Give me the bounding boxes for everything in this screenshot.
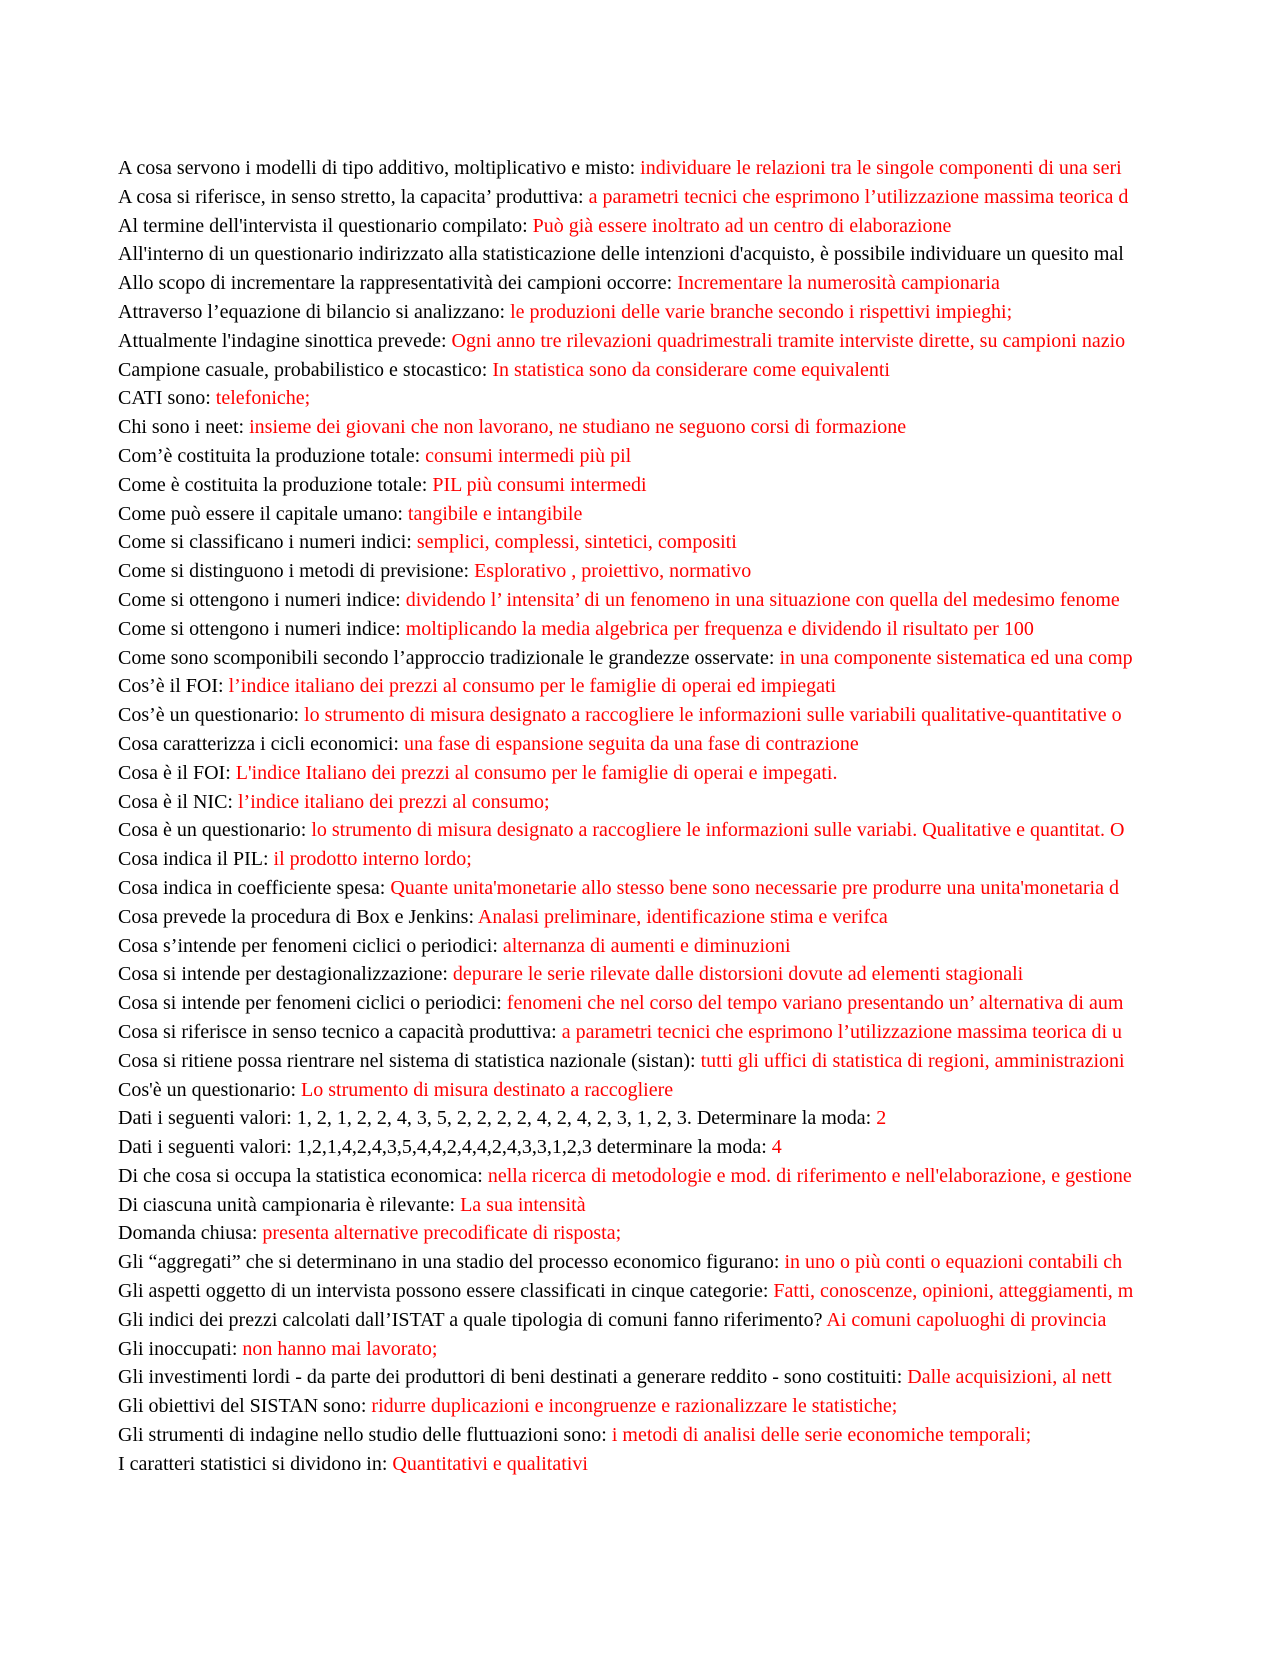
qa-line	[118, 1392, 1280, 1421]
qa-line	[118, 845, 1280, 874]
question-text: Come è costituita la produzione totale:	[118, 473, 428, 496]
answer-text: La sua intensità	[460, 1193, 586, 1216]
question-text: Cosa è un questionario:	[118, 819, 307, 842]
answer-text: telefoniche;	[215, 387, 311, 410]
question-text: Gli strumenti di indagine nello studio delle fluttuazioni sono:	[118, 1424, 607, 1447]
answer-text: non hanno mai lavorato;	[242, 1337, 438, 1360]
question-text: Cos'è un questionario:	[118, 1078, 297, 1101]
answer-text: Analasi preliminare, identificazione stima e verifca	[477, 905, 888, 928]
qa-line	[118, 557, 1280, 586]
qa-line	[118, 788, 1280, 817]
answer-text: depurare le serie rilevate dalle distorsioni dovute ad elementi stagionali	[452, 963, 1024, 986]
question-text: Cos’è il FOI:	[118, 675, 229, 698]
question-text: Gli inoccupati:	[118, 1337, 238, 1360]
answer-text: semplici, complessi, sintetici, compositi	[416, 531, 737, 554]
answer-text: Quante unita'monetarie allo stesso bene sono necessarie pre produrre una unita'monetaria d	[390, 876, 1119, 899]
answer-text: il prodotto interno lordo;	[273, 848, 472, 871]
qa-line	[118, 1018, 1280, 1047]
qa-line	[118, 298, 1280, 327]
answer-text: i metodi di analisi delle serie economiche temporali;	[611, 1424, 1032, 1447]
answer-text: a parametri tecnici che esprimono l’utilizzazione massima teorica di u	[561, 1020, 1123, 1043]
answer-text: Fatti, conoscenze, opinioni, atteggiamenti, m	[773, 1280, 1134, 1303]
question-text: All'interno di un questionario indirizzato alla statisticazione delle intenzioni d'acquisto, è possibile individuare un quesito mal	[118, 243, 1124, 266]
answer-text: lo strumento di misura designato a raccogliere le informazioni sulle variabili qualitative-quantitative o	[304, 704, 1122, 727]
qa-line	[118, 327, 1280, 356]
answer-text: moltiplicando la media algebrica per frequenza e dividendo il risultato per 100	[405, 617, 1034, 640]
qa-line	[118, 1076, 1280, 1105]
answer-text: presenta alternative precodificate di risposta;	[262, 1222, 622, 1245]
question-text: Cosa si intende per fenomeni ciclici o periodici:	[118, 992, 502, 1015]
answer-text: in una componente sistematica ed una comp	[779, 646, 1133, 669]
qa-line	[118, 1133, 1280, 1162]
qa-line	[118, 989, 1280, 1018]
qa-line	[118, 903, 1280, 932]
question-text: Cosa è il FOI:	[118, 761, 231, 784]
qa-line	[118, 960, 1280, 989]
question-text: Come si ottengono i numeri indice:	[118, 617, 401, 640]
answer-text: in uno o più conti o equazioni contabili ch	[784, 1251, 1123, 1274]
question-text: A cosa servono i modelli di tipo additivo, moltiplicativo e misto:	[118, 157, 636, 179]
question-text: Dati i seguenti valori: 1,2,1,4,2,4,3,5,4,4,2,4,4,2,4,3,3,1,2,3 determinare la moda:	[118, 1136, 767, 1159]
question-text: Allo scopo di incrementare la rappresentatività dei campioni occorre:	[118, 272, 673, 295]
answer-text: tangibile e intangibile	[407, 502, 583, 525]
qa-line	[118, 384, 1280, 413]
answer-text: PIL più consumi intermedi	[432, 473, 647, 496]
qa-line	[118, 1104, 1280, 1133]
question-text: Cosa prevede la procedura di Box e Jenkins:	[118, 905, 475, 928]
answer-text: nella ricerca di metodologie e mod. di riferimento e nell'elaborazione, e gestione	[487, 1164, 1132, 1187]
qa-line	[118, 1450, 1280, 1479]
qa-line	[118, 1248, 1280, 1277]
answer-text: Ai comuni capoluoghi di provincia	[826, 1308, 1107, 1331]
question-text: Di ciascuna unità campionaria è rilevante:	[118, 1193, 456, 1216]
answer-text: individuare le relazioni tra le singole componenti di una seri	[640, 157, 1122, 179]
answer-text: L'indice Italiano dei prezzi al consumo per le famiglie di operai e impegati.	[235, 761, 838, 784]
question-text: I caratteri statistici si dividono in:	[118, 1452, 388, 1475]
question-text: A cosa si riferisce, in senso stretto, la capacita’ produttiva:	[118, 185, 584, 208]
qa-line	[118, 1335, 1280, 1364]
question-text: Come sono scomponibili secondo l’approccio tradizionale le grandezze osservate:	[118, 646, 775, 669]
answer-text: Ogni anno tre rilevazioni quadrimestrali tramite interviste dirette, su campioni nazio	[451, 329, 1126, 352]
qa-line	[118, 528, 1280, 557]
answer-text: Lo strumento di misura destinato a raccogliere	[301, 1078, 674, 1101]
qa-line	[118, 1219, 1280, 1248]
answer-text: Dalle acquisizioni, al nett	[907, 1366, 1112, 1389]
qa-line	[118, 269, 1280, 298]
qa-line	[118, 932, 1280, 961]
answer-text: lo strumento di misura designato a raccogliere le informazioni sulle variabi. Qualitative e quantitat. O	[311, 819, 1125, 842]
qa-line	[118, 356, 1280, 385]
qa-line	[118, 730, 1280, 759]
answer-text: l’indice italiano dei prezzi al consumo per le famiglie di operai ed impiegati	[228, 675, 837, 698]
qa-line	[118, 701, 1280, 730]
answer-text: l’indice italiano dei prezzi al consumo;	[238, 790, 550, 813]
qa-line	[118, 759, 1280, 788]
qa-line	[118, 644, 1280, 673]
qa-line	[118, 615, 1280, 644]
answer-text: Può già essere inoltrato ad un centro di elaborazione	[532, 214, 952, 237]
qa-line	[118, 1047, 1280, 1076]
question-text: Chi sono i neet:	[118, 416, 245, 439]
qa-line	[118, 1306, 1280, 1335]
answer-text: una fase di espansione seguita da una fase di contrazione	[403, 732, 859, 755]
answer-text: tutti gli uffici di statistica di regioni, amministrazioni	[700, 1049, 1125, 1072]
qa-line	[118, 500, 1280, 529]
question-text: Campione casuale, probabilistico e stocastico:	[118, 358, 488, 381]
answer-text: 4	[771, 1136, 782, 1159]
question-text: Cosa caratterizza i cicli economici:	[118, 732, 399, 755]
answer-text: In statistica sono da considerare come equivalenti	[492, 358, 890, 381]
question-text: Cosa indica in coefficiente spesa:	[118, 876, 391, 899]
question-text: Gli obiettivi del SISTAN sono:	[118, 1395, 367, 1418]
qa-line	[118, 1162, 1280, 1191]
answer-text: a parametri tecnici che esprimono l’utilizzazione massima teorica d	[588, 185, 1129, 208]
qa-line	[118, 1277, 1280, 1306]
question-text: Come si classificano i numeri indici:	[118, 531, 412, 554]
question-text: Come può essere il capitale umano:	[118, 502, 403, 525]
qa-line	[118, 672, 1280, 701]
question-text: Dati i seguenti valori: 1, 2, 1, 2, 2, 4, 3, 5, 2, 2, 2, 2, 4, 2, 4, 2, 3, 1, 2, 3. Determinare la moda:	[118, 1107, 872, 1130]
question-text: Come si ottengono i numeri indice:	[118, 588, 401, 611]
question-text: Attualmente l'indagine sinottica prevede:	[118, 329, 447, 352]
answer-text: fenomeni che nel corso del tempo variano presentando un’ alternativa di aum	[506, 992, 1124, 1015]
answer-text: ridurre duplicazioni e incongruenze e razionalizzare le statistiche;	[371, 1395, 898, 1418]
question-text: Domanda chiusa:	[118, 1222, 258, 1245]
answer-text: le produzioni delle varie branche secondo i rispettivi impieghi;	[510, 300, 1013, 323]
question-text: CATI sono:	[118, 387, 211, 410]
qa-line	[118, 240, 1280, 269]
answer-text: consumi intermedi più pil	[425, 444, 632, 467]
qa-line	[118, 874, 1280, 903]
answer-text: Esplorativo , proiettivo, normativo	[474, 560, 752, 583]
qa-line	[118, 1363, 1280, 1392]
question-text: Com’è costituita la produzione totale:	[118, 444, 421, 467]
question-text: Gli “aggregati” che si determinano in una stadio del processo economico figurano:	[118, 1251, 780, 1274]
question-text: Gli indici dei prezzi calcolati dall’ISTAT a quale tipologia di comuni fanno riferimento?	[118, 1308, 823, 1331]
question-text: Al termine dell'intervista il questionario compilato:	[118, 214, 528, 237]
question-text: Cosa si intende per destagionalizzazione:	[118, 963, 448, 986]
answer-text: alternanza di aumenti e diminuzioni	[502, 934, 791, 957]
answer-text: 2	[876, 1107, 887, 1130]
answer-text: Incrementare la numerosità campionaria	[677, 272, 1000, 295]
answer-text: insieme dei giovani che non lavorano, ne studiano ne seguono corsi di formazione	[249, 416, 907, 439]
question-text: Cos’è un questionario:	[118, 704, 300, 727]
question-text: Gli aspetti oggetto di un intervista possono essere classificati in cinque categorie:	[118, 1280, 769, 1303]
answer-text: dividendo l’ intensita’ di un fenomeno in una situazione con quella del medesimo fenome	[405, 588, 1120, 611]
question-text: Cosa si ritiene possa rientrare nel sistema di statistica nazionale (sistan):	[118, 1049, 696, 1072]
qa-line	[118, 212, 1280, 241]
qa-list	[118, 154, 1280, 1479]
qa-line	[118, 413, 1280, 442]
qa-line	[118, 1191, 1280, 1220]
qa-line	[118, 816, 1280, 845]
qa-line	[118, 154, 1280, 183]
question-text: Cosa indica il PIL:	[118, 848, 269, 871]
qa-line	[118, 586, 1280, 615]
question-text: Cosa s’intende per fenomeni ciclici o periodici:	[118, 934, 498, 957]
question-text: Attraverso l’equazione di bilancio si analizzano:	[118, 300, 506, 323]
qa-line	[118, 1421, 1280, 1450]
question-text: Cosa si riferisce in senso tecnico a capacità produttiva:	[118, 1020, 557, 1043]
qa-line	[118, 442, 1280, 471]
qa-line	[118, 471, 1280, 500]
question-text: Gli investimenti lordi - da parte dei produttori di beni destinati a generare reddito - sono costituiti:	[118, 1366, 903, 1389]
question-text: Come si distinguono i metodi di previsione:	[118, 560, 470, 583]
qa-line	[118, 183, 1280, 212]
answer-text: Quantitativi e qualitativi	[392, 1452, 588, 1475]
question-text: Cosa è il NIC:	[118, 790, 233, 813]
question-text: Di che cosa si occupa la statistica economica:	[118, 1164, 483, 1187]
